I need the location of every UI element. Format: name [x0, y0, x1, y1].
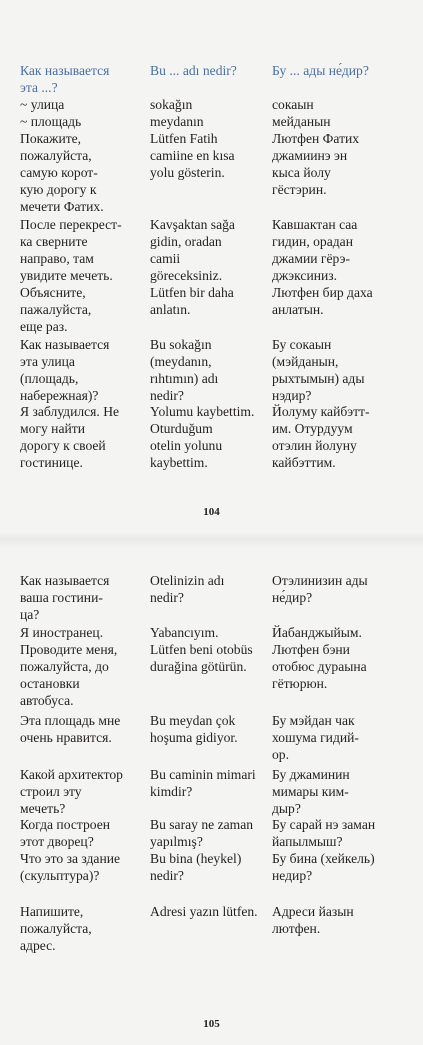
page-number: 104 — [203, 506, 220, 518]
transliteration: Лютфен бэни отобюс дураына гётюрюн. — [272, 642, 367, 691]
transliteration: Бу сарай нэ заман йапылмыш? — [272, 817, 376, 849]
transliteration: Бу ... ады не́дир? — [272, 63, 369, 78]
turkish-phrase: Lütfen Fatih camiine en kısa yolu gösterin. — [150, 131, 235, 180]
transliteration: Кавшактан саа гидин, орадан джамии гёрэ- джэксиниз. — [272, 217, 358, 283]
turkish-phrase: Lütfen bir daha anlatın. — [150, 285, 234, 317]
russian-phrase: Покажите, пожалуйста, самую корот- кую дорогу к мечети Фатих. — [20, 131, 104, 214]
turkish-phrase: Yabancıyım. — [150, 625, 219, 640]
turkish-phrase: Bu bina (heykel) nedir? — [150, 851, 242, 883]
turkish-phrase: Otelinizin adı nedir? — [150, 573, 225, 605]
russian-phrase: Что это за здание (скульптура)? — [20, 851, 121, 883]
turkish-phrase: Bu meydan çok hoşuma gidiyor. — [150, 713, 238, 745]
russian-phrase: Когда построен этот дворец? — [20, 817, 111, 849]
transliteration: Бу джаминин мимары ким- дыр? — [272, 767, 350, 816]
turkish-phrase: Lütfen beni otobüs durağina götürün. — [150, 642, 253, 674]
russian-phrase: Как называется эта ...? — [20, 63, 110, 95]
turkish-phrase: Bu saray ne zaman yapılmış? — [150, 817, 254, 849]
russian-phrase: Эта площадь мне очень нравится. — [20, 713, 121, 745]
transliteration: Адреси йазын лютфен. — [272, 904, 354, 936]
russian-phrase: Объясните, пажалуйста, еще раз. — [20, 285, 92, 334]
transliteration: Йолуму кайбэтт- им. Отурдуум отэлин йолуну кайбэттим. — [272, 404, 370, 470]
russian-phrase: Проводите меня, пожалуйста, до остановки автобуса. — [20, 642, 118, 708]
transliteration: Лютфен бир даха анлатын. — [272, 285, 373, 317]
turkish-phrase: Bu caminin mimari kimdir? — [150, 767, 256, 799]
russian-phrase: ~ улица ~ площадь — [20, 97, 82, 129]
russian-phrase: Какой архитектор строил эту мечеть? — [20, 767, 123, 816]
russian-phrase: Как называется эта улица (площадь, набережная)? — [20, 337, 110, 403]
russian-phrase: Я заблудился. Не могу найти дорогу к своей гостинице. — [20, 404, 120, 470]
transliteration: Бу мэйдан чак хошума гидий- ор. — [272, 713, 359, 762]
turkish-phrase: Adresi yazın lütfen. — [150, 904, 258, 919]
turkish-phrase: Bu sokağın (meydanın, rıhtımın) adı nedir? — [150, 337, 219, 403]
transliteration: Бу бина (хейкель) недир? — [272, 851, 375, 883]
turkish-phrase: Kavşaktan sağa gidin, oradan camii göreceksiniz. — [150, 217, 235, 283]
page-number: 105 — [203, 1018, 220, 1030]
page-105 — [0, 548, 423, 1045]
transliteration: Бу сокаын (мэйданын, рыхтымын) ады нэдир? — [272, 337, 365, 403]
turkish-phrase: sokağın meydanın — [150, 97, 204, 129]
turkish-phrase: Yolumu kaybettim. Oturduğum otelin yolunu kaybettim. — [150, 404, 255, 470]
transliteration: Лютфен Фатих джамиинэ эн кыса йолу гёстэрин. — [272, 131, 360, 197]
russian-phrase: Напишите, пожалуйста, адрес. — [20, 904, 92, 953]
russian-phrase: Как называется ваша гостини- ца? — [20, 573, 110, 622]
page-divider — [0, 532, 423, 548]
transliteration: Отэлинизин ады не́дир? — [272, 573, 368, 605]
russian-phrase: Я иностранец. — [20, 625, 104, 640]
turkish-phrase: Bu ... adı nedir? — [150, 63, 237, 78]
transliteration: сокаын мейданын — [272, 97, 331, 129]
russian-phrase: После перекрест- ка сверните направо, там увидите мечеть. — [20, 217, 122, 283]
transliteration: Йабанджыйым. — [272, 625, 362, 640]
